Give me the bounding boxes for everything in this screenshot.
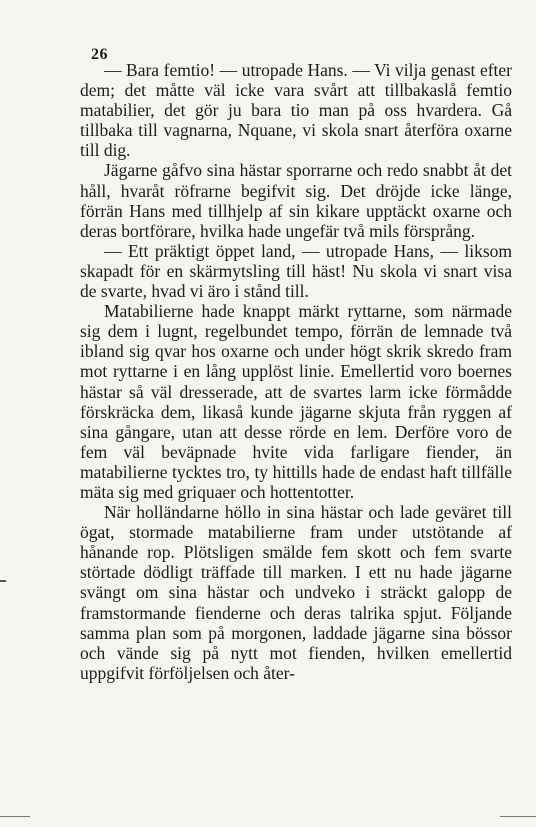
paragraph-3: — Ett präktigt öppet land, — utropade Hans, — liksom skapadt för en skärmytsling till häst! Nu skola vi snart visa de svarte, hvad vi äro i stånd till. (80, 240, 512, 302)
scan-bottom-mark-right (500, 816, 536, 817)
scan-edge-mark (0, 580, 6, 582)
paragraph-5: När holländarne höllo in sina hästar och lade geväret till ögat, stormade matabilierne fram under utstötande af hånande rop. Plötsligen smälde fem skott och fem svarte störtade dödligt träffade till marken. I ett nu hade jägarne svängt om sina hästar och undveko i sträckt galopp de framstormande fienderne och deras talrika spjut. Följande samma plan som på morgonen, laddade jägarne sina bössor och vände sig på nytt mot fienden, hvilken emellertid uppgifvit förföljelsen och åter- (80, 502, 512, 683)
paragraph-1: — Bara femtio! — utropade Hans. — Vi vilja genast efter dem; det måtte väl icke vara svårt att tillbakaslå femtio matabilier, det gör ju bara tio man på oss hvardera. Gå tillbaka till vagnarna, Nquane, vi skola snart återföra oxarne till dig. (80, 60, 512, 161)
paragraph-2: Jägarne gåfvo sina hästar sporrarne och redo snabbt åt det håll, hvaråt röfrarne begifvit sig. Det dröjde icke länge, förrän Hans med tillhjelp af sin kikare upptäckt oxarne och deras bortförare, hvilka hade ungefär två mils försprång. (80, 160, 512, 241)
scan-bottom-mark-left (0, 816, 30, 817)
page-number: 26 (91, 46, 108, 63)
body-text (80, 60, 512, 683)
paragraph-4: Matabilierne hade knappt märkt ryttarne, som närmade sig dem i lugnt, regelbundet tempo, förrän de lemnade två ibland sig qvar hos oxarne och under högt skrik skredo fram mot ryttarne i en lång upplöst linie. Emellertid voro boernes hästar så väl dresserade, att de svartes larm icke förmådde förskräcka dem, likaså kunde jägarne skjuta från ryggen af sina gångare, utan att desse rörde en lem. Derföre voro de fem väl beväpnade hvite vida farligare fiender, än matabilierne tycktes tro, ty hittills hade de endast haft tillfälle mäta sig med griquaer och hottentotter. (80, 301, 512, 502)
